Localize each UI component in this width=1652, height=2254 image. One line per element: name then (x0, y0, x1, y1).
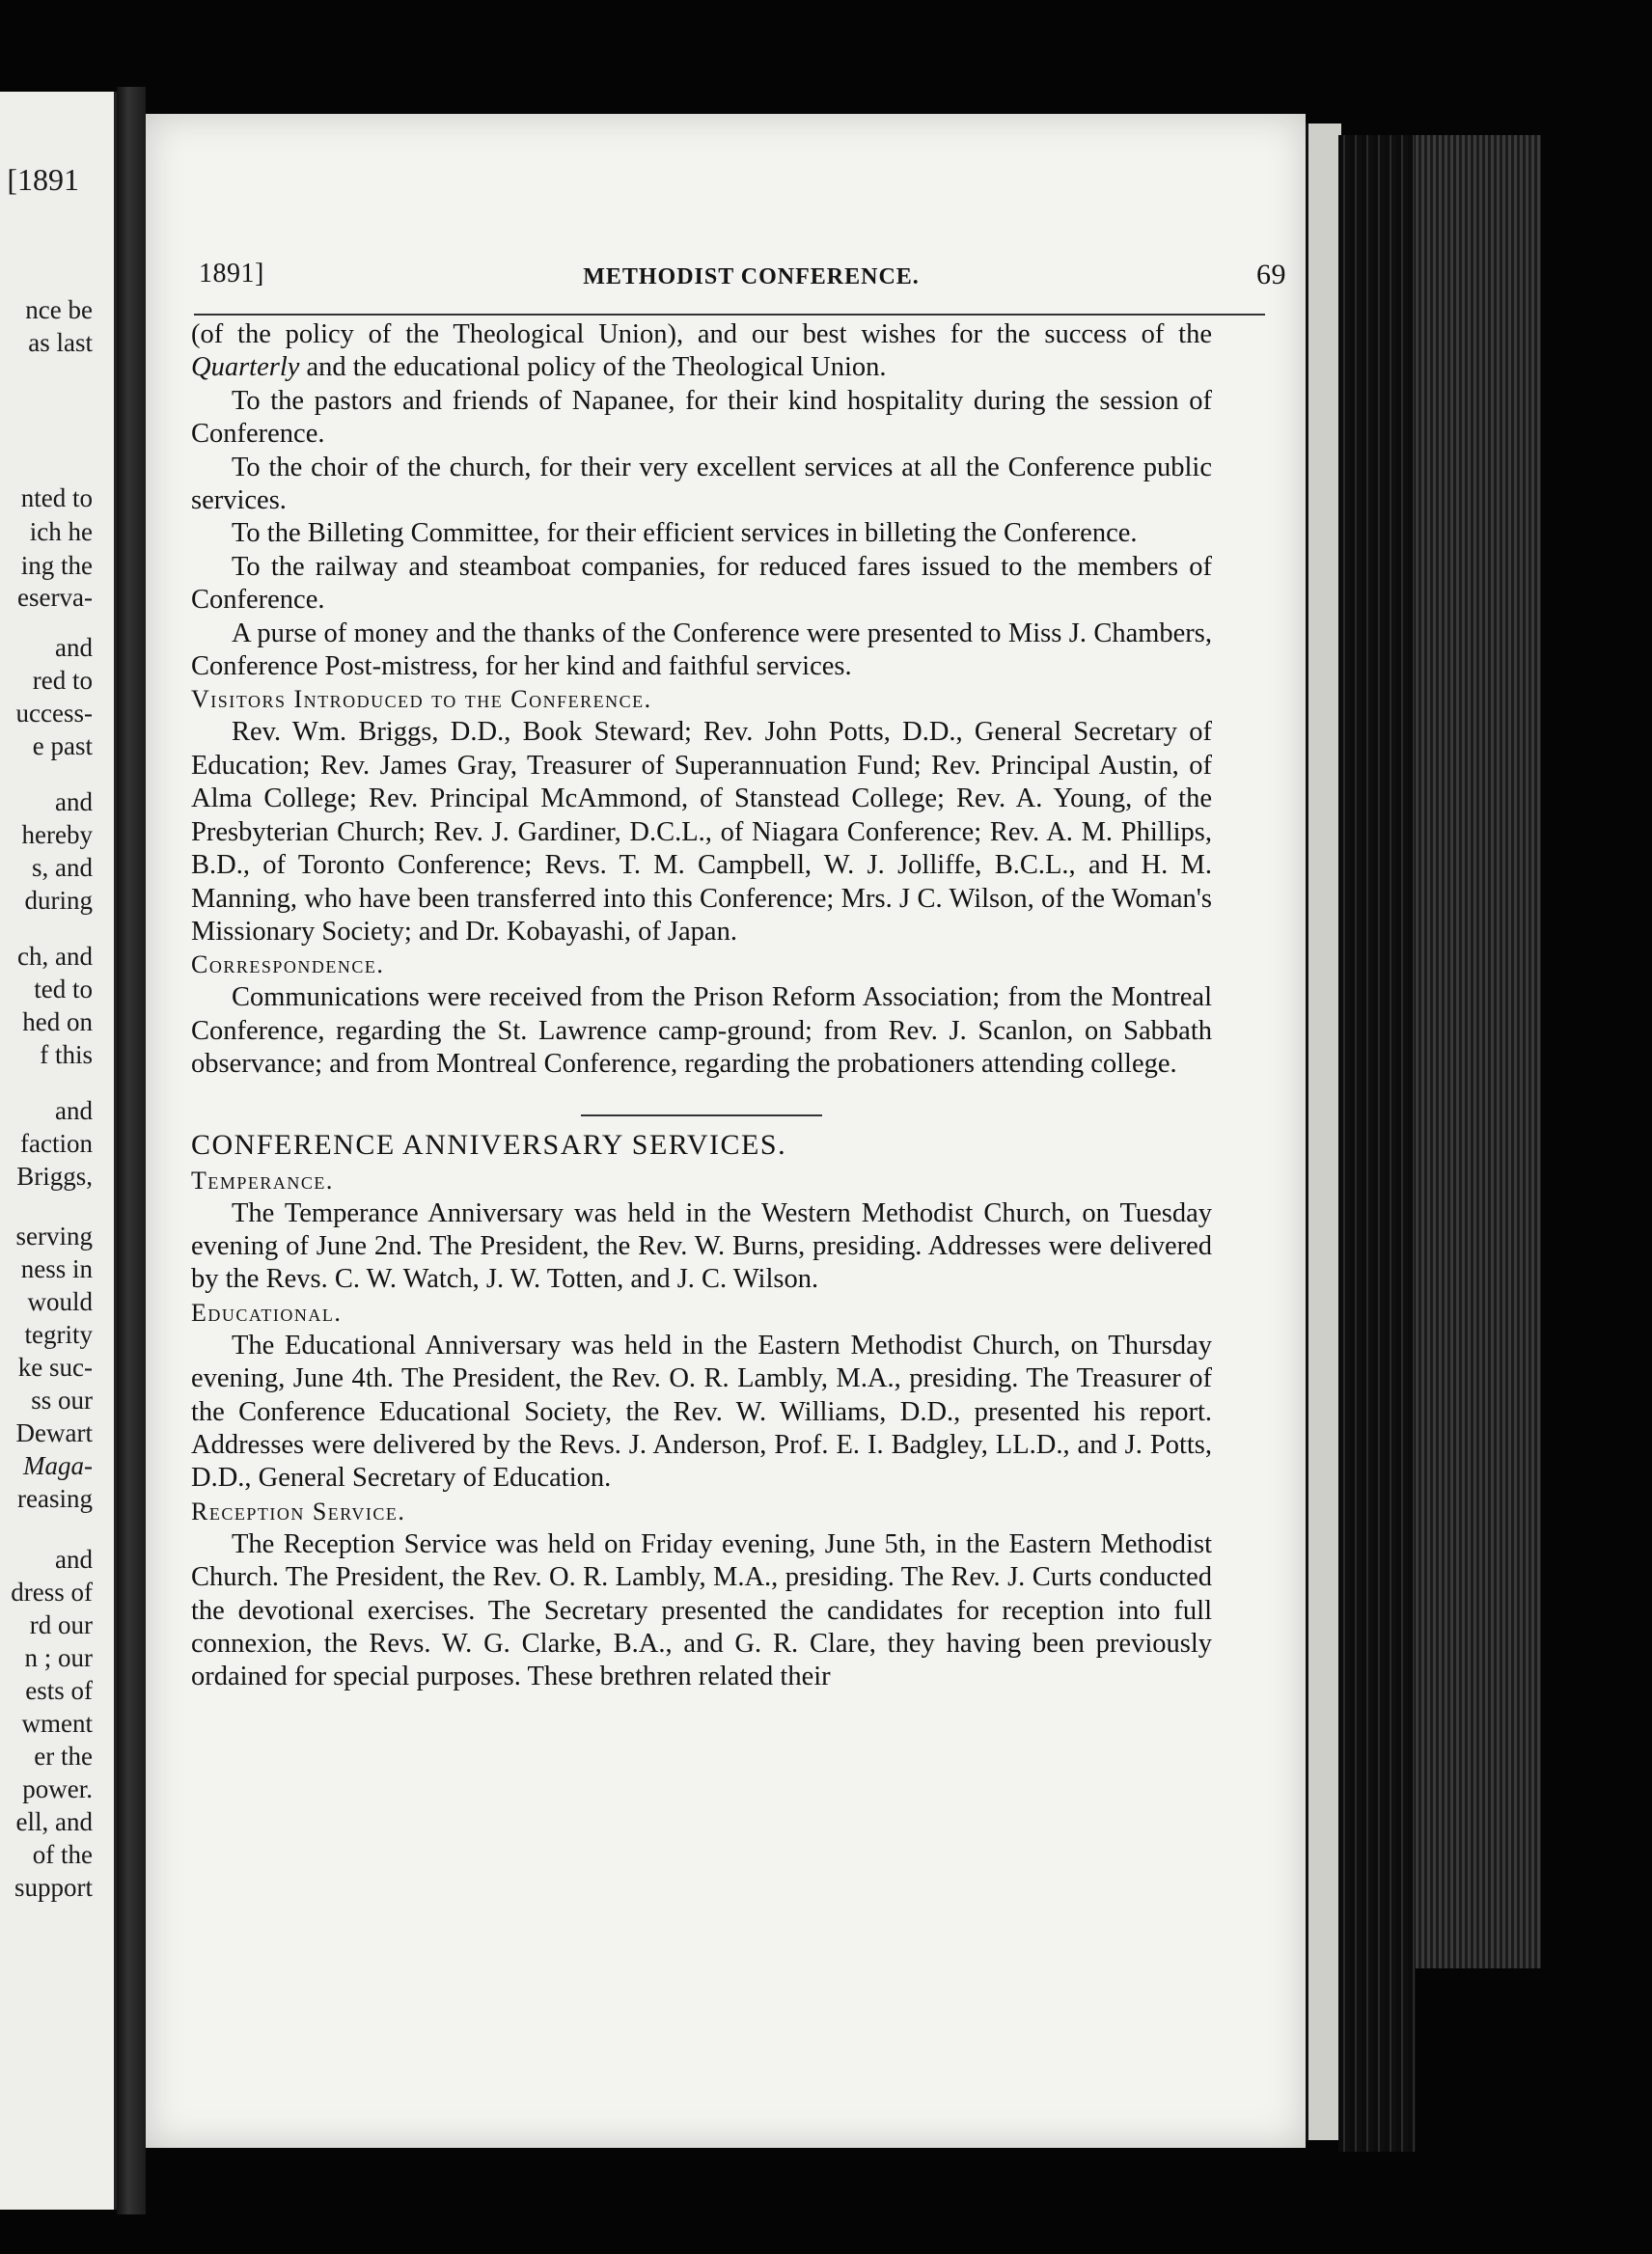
heading-visitors: Visitors Introduced to the Conference. (191, 685, 652, 714)
left-page-fragment: er the (34, 1742, 93, 1771)
left-page-fragment: power. (22, 1774, 93, 1803)
left-page-fragment: and (55, 633, 93, 662)
left-page-header: [1891 (7, 162, 79, 197)
running-head-title: METHODIST CONFERENCE. (583, 264, 920, 289)
book-edge-stack (1416, 135, 1541, 1968)
left-facing-page (0, 92, 117, 2210)
running-head-year: 1891] (199, 259, 264, 289)
left-page-fragment: Maga- (23, 1451, 93, 1480)
paragraph-educational: The Educational Anniversary was held in the Eastern Methodist Church, on Thursday evening, June 4th. The President, the Rev. O. R. Lambly, M.A., presiding. The Treasurer of the Conference Educational Society, the Rev. W. Williams, D.D., presented his report. Addresses were delivered by the Revs. J. Anderson, Prof. E. I. Badgley, LL.D., and J. Potts, D.D., General Secretary of Education. (191, 1330, 1212, 1494)
left-page-fragment: tegrity (24, 1320, 93, 1349)
paragraph-temperance: The Temperance Anniversary was held in the Western Methodist Church, on Tuesday evening of June 2nd. The President, the Rev. W. Burns, presiding. Addresses were delivered by the Revs. C. W. Watch, J. W. Totten, and J. C. Wilson. (191, 1197, 1212, 1295)
page-body (191, 318, 1212, 1694)
heading-correspondence: Correspondence. (191, 950, 385, 979)
left-page-fragment: reasing (17, 1484, 93, 1513)
left-page-fragment: ted to (34, 975, 93, 1003)
left-page-fragment: support (14, 1873, 93, 1902)
left-page-fragment: and (55, 1545, 93, 1574)
book-page (146, 114, 1306, 2148)
left-page-fragment: ell, and (15, 1807, 93, 1836)
book-edge-dark (1338, 135, 1416, 2152)
left-page-fragment: Dewart (15, 1418, 93, 1447)
left-page-fragment: e past (32, 731, 93, 760)
left-page-fragment: hereby (21, 820, 93, 849)
left-page-fragment: red to (32, 666, 93, 695)
left-page-fragment: hed on (22, 1007, 93, 1036)
page-fore-edge (1306, 124, 1341, 2140)
left-page-fragment: ests of (25, 1676, 93, 1705)
left-page-fragment: and (55, 787, 93, 816)
paragraph-visitors: Rev. Wm. Briggs, D.D., Book Steward; Rev. John Potts, D.D., General Secretary of Education; Rev. James Gray, Treasurer of Superannuation Fund; Rev. Principal Austin, of Alma College; Rev. Principal McAmmond, of Stanstead College; Rev. A. Young, of the Presbyterian Church; Rev. J. Gardiner, D.C.L., of Niagara Conference; Rev. A. M. Phillips, B.D., of Toronto Conference; Revs. T. M. Campbell, W. J. Jolliffe, B.C.L., and H. M. Manning, who have been transferred into this Conference; Mrs. J C. Wilson, of the Woman's Missionary Society; and Dr. Kobayashi, of Japan. (191, 717, 1212, 947)
left-page-fragment: ing the (20, 551, 93, 580)
paragraph-purse: A purse of money and the thanks of the Conference were presented to Miss J. Chambers, Conference Post-mistress, for her kind and faithful services. (191, 618, 1212, 682)
heading-reception: Reception Service. (191, 1497, 406, 1526)
left-page-fragment: as last (28, 328, 93, 357)
paragraph-thanks-railway: To the railway and steamboat companies, for reduced fares issued to the members of Conference. (191, 551, 1212, 616)
paragraph-thanks-union: (of the policy of the Theological Union), and our best wishes for the success of the Quarterly and the educational policy of the Theological Union. (191, 319, 1212, 383)
left-page-fragment: ss our (31, 1386, 93, 1415)
left-page-fragment: dress of (11, 1578, 93, 1607)
left-page-fragment: ich he (29, 517, 93, 546)
page-number: 69 (1256, 259, 1286, 290)
left-page-fragment: n ; our (24, 1643, 93, 1672)
left-page-fragment: faction (20, 1129, 93, 1158)
left-page-fragment: ness in (20, 1254, 93, 1283)
left-page-fragment: Briggs, (16, 1162, 93, 1191)
paragraph-correspondence: Communications were received from the Prison Reform Association; from the Montreal Conference, regarding the St. Lawrence camp-ground; from Rev. J. Scanlon, on Sabbath observance; and from Montreal Conference, regarding the probationers attending college. (191, 982, 1212, 1080)
left-page-fragment: and (55, 1096, 93, 1125)
paragraph-reception: The Reception Service was held on Friday evening, June 5th, in the Eastern Methodist Church. The President, the Rev. O. R. Lambly, M.A., presiding. The Rev. J. Curts conducted the devotional exercises. The Secretary presented the candidates for reception into full connexion, the Revs. W. G. Clarke, B.A., and G. R. Clare, they having been previously ordained for special purposes. These brethren related their (191, 1528, 1212, 1692)
left-page-fragment: wment (21, 1709, 93, 1738)
left-page-fragment: ke suc- (17, 1353, 93, 1382)
left-page-fragment: serving (15, 1222, 93, 1251)
left-page-fragment: nce be (25, 295, 93, 324)
book-gutter (117, 87, 146, 2214)
running-head (199, 259, 1304, 307)
left-page-fragment: ch, and (17, 942, 93, 971)
left-page-fragment: would (27, 1287, 93, 1316)
left-page-fragment: during (24, 886, 93, 915)
left-page-fragment: eserva- (17, 583, 93, 612)
paragraph-thanks-billeting: To the Billeting Committee, for their efficient services in billeting the Conference. (232, 518, 1138, 549)
heading-temperance: Temperance. (191, 1166, 334, 1195)
heading-anniversary-services: CONFERENCE ANNIVERSARY SERVICES. (191, 1128, 787, 1161)
left-page-fragment: rd our (29, 1610, 93, 1639)
left-page-fragment: nted to (20, 483, 93, 512)
left-page-fragment: uccess- (15, 699, 93, 728)
section-rule (581, 1114, 822, 1116)
left-page-fragment: of the (32, 1840, 93, 1869)
paragraph-thanks-napanee: To the pastors and friends of Napanee, for their kind hospitality during the session of Conference. (191, 385, 1212, 450)
heading-educational: Educational. (191, 1298, 343, 1327)
header-rule (194, 314, 1265, 316)
paragraph-thanks-choir: To the choir of the church, for their very excellent services at all the Conference public services. (191, 452, 1212, 516)
left-page-fragment: s, and (32, 853, 93, 882)
left-page-fragment: f this (40, 1040, 93, 1069)
